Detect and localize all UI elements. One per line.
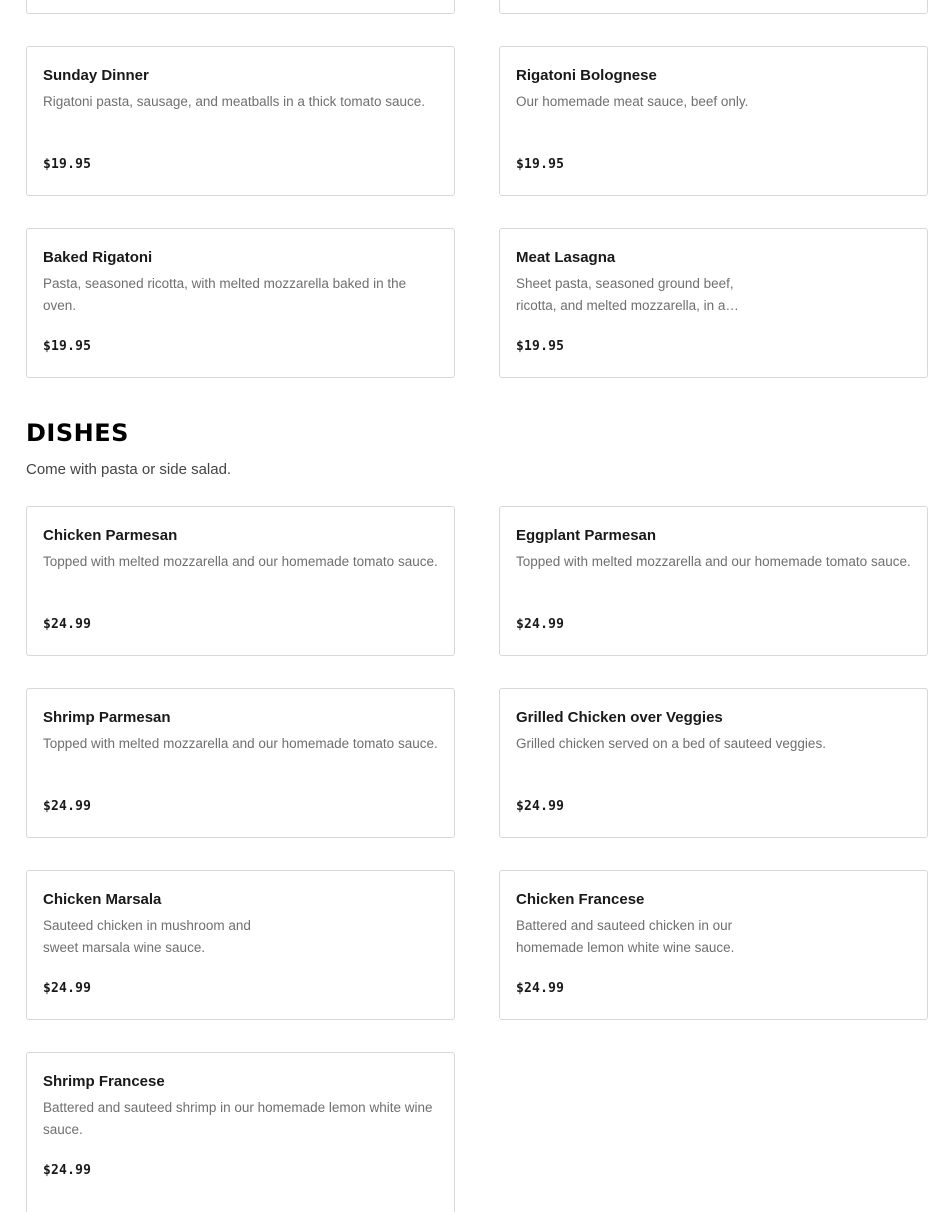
item-description: Grilled chicken served on a bed of sauteed veggies. [516,736,826,751]
item-name: Shrimp Parmesan [43,709,171,726]
item-price: $24.99 [43,1163,92,1178]
menu-item-card[interactable] [26,688,455,838]
item-name: Rigatoni Bolognese [516,67,657,84]
item-name: Baked Rigatoni [43,249,153,266]
item-name: Meat Lasagna [516,249,616,266]
item-name: Grilled Chicken over Veggies [516,709,723,726]
item-description: Pasta, seasoned ricotta, with melted mozzarella baked in the oven. [43,276,407,313]
item-name: Chicken Parmesan [43,527,178,544]
menu-item-card[interactable] [26,1052,455,1212]
item-description: Our homemade meat sauce, beef only. [516,94,749,109]
item-name: Chicken Marsala [43,891,162,908]
menu-item-card[interactable] [26,46,455,196]
item-description: Battered and sauteed shrimp in our homemade lemon white wine sauce. [43,1100,433,1137]
menu-item-card-partial[interactable] [26,0,455,14]
item-price: $24.99 [43,617,92,632]
item-description: Sauteed chicken in mushroom and sweet marsala wine sauce. [43,918,251,955]
menu-item-card[interactable] [499,46,928,196]
item-description: Topped with melted mozzarella and our homemade tomato sauce. [43,736,438,751]
menu-item-card[interactable] [499,506,928,656]
menu-item-card[interactable] [499,228,928,378]
item-price: $24.99 [516,799,565,814]
section-subtitle: Come with pasta or side salad. [26,461,232,478]
section-title: DISHES [26,419,129,447]
item-description: Battered and sauteed chicken in our homemade lemon white wine sauce. [516,918,735,955]
item-price: $19.95 [516,339,565,354]
menu-item-card[interactable] [499,688,928,838]
item-description: Topped with melted mozzarella and our homemade tomato sauce. [516,554,911,569]
item-name: Shrimp Francese [43,1073,165,1090]
menu-item-card[interactable] [26,870,455,1020]
item-price: $19.95 [43,157,92,172]
item-price: $19.95 [516,157,565,172]
item-price: $24.99 [43,799,92,814]
item-price: $19.95 [43,339,92,354]
item-name: Eggplant Parmesan [516,527,657,544]
menu-item-card[interactable] [499,870,928,1020]
item-description: Sheet pasta, seasoned ground beef, ricotta, and melted mozzarella, in a… [516,276,739,313]
item-description: Topped with melted mozzarella and our homemade tomato sauce. [43,554,438,569]
item-price: $24.99 [43,981,92,996]
item-name: Chicken Francese [516,891,645,908]
item-name: Sunday Dinner [43,67,149,84]
menu-item-card[interactable] [26,506,455,656]
item-description: Rigatoni pasta, sausage, and meatballs in a thick tomato sauce. [43,94,425,109]
menu-item-card-partial[interactable] [499,0,928,14]
item-price: $24.99 [516,981,565,996]
menu-item-card[interactable] [26,228,455,378]
item-price: $24.99 [516,617,565,632]
